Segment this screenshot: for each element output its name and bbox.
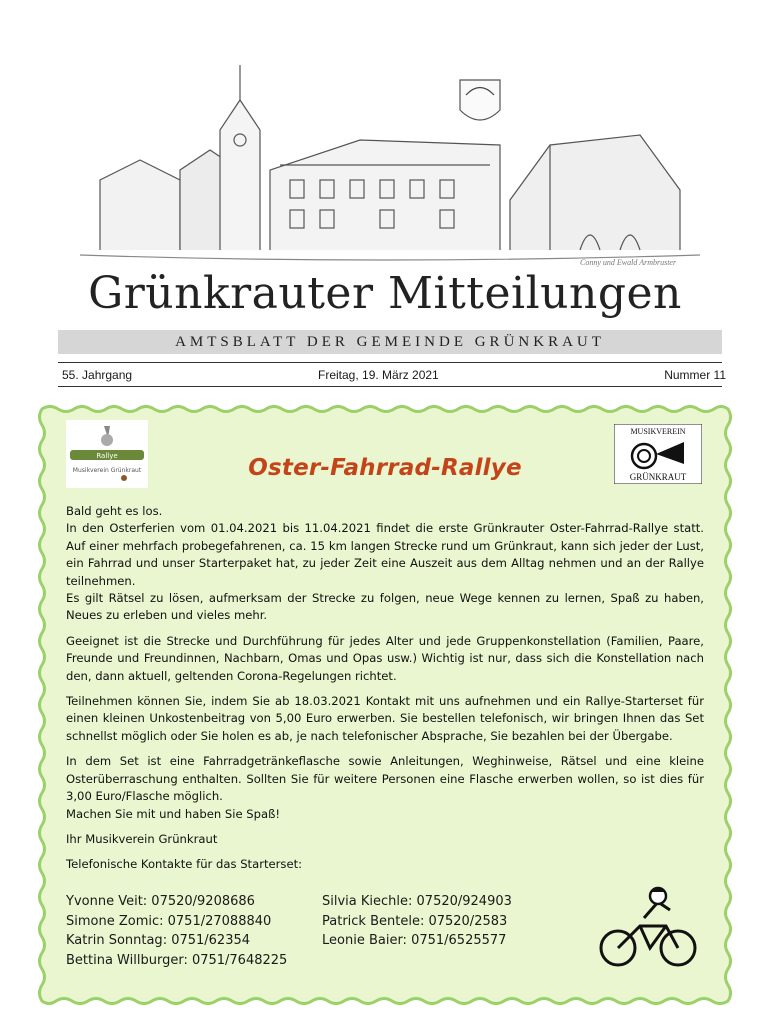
issue-number: Nummer 11 xyxy=(664,368,726,382)
divider xyxy=(58,362,722,363)
contact-item: Katrin Sonntag: 0751/62354 xyxy=(66,933,251,948)
paragraph-1: Bald geht es los. In den Osterferien vom 01.04.2021 bis 11.04.2021 findet die erste Grünkrauter Oster-Fahrrad-Rallye statt. Auf einer mehrfach probegefahrenen, ca. 15 km langen Strecke rund um Grünkraut, kann sich jeder der Lust, ein Fahrrad und unser Starterpaket hat, zu jeder Zeit eine Auszeit aus dem Alltag nehmen und an der Rallye teilnehmen. Es gilt Rätsel zu lösen, aufmerksam der Strecke zu folgen, neue Wege kennen zu lernen, Spaß zu haben, Neues zu erleben und vieles mehr. xyxy=(66,504,704,623)
contact-item: Patrick Bentele: 07520/2583 xyxy=(322,913,508,929)
contact-item: Leonie Baier: 0751/6525577 xyxy=(322,933,507,948)
rallye-logo-subtext: Musikverein Grünkraut xyxy=(72,467,142,474)
contact-item: Bettina Willburger: 0751/7648225 xyxy=(66,952,288,968)
divider xyxy=(58,386,722,387)
signature-line: Ihr Musikverein Grünkraut xyxy=(66,831,218,846)
article-headline: Oster-Fahrrad-Rallye xyxy=(248,455,522,481)
artist-signature: Conny und Ewald Armbruster xyxy=(580,258,677,267)
contact-item: Yvonne Veit: 07520/9208686 xyxy=(66,894,255,909)
contacts-heading: Telefonische Kontakte für das Starterset: xyxy=(66,857,303,872)
rallye-logo-text: Rallye xyxy=(96,452,118,460)
contacts-list-right xyxy=(322,892,512,951)
date-label: Freitag, 19. März 2021 xyxy=(318,368,439,382)
contact-item: Simone Zomic: 0751/27088840 xyxy=(66,913,272,929)
paragraph-2: Geeignet ist die Strecke und Durchführung für jedes Alter und jede Gruppenkonstellation (Familien, Paare, Freunde und Freundinnen, Nachbarn, Omas und Opas usw.) Wichtig ist nur, dass sich die Konstellation nach den, dann aktuell, geltenden Corona-Regelungen richtet. xyxy=(66,633,704,683)
article-body xyxy=(66,503,704,882)
contact-item: Silvia Kiechle: 07520/924903 xyxy=(322,894,512,909)
musikverein-logo-bottom: GRÜNKRAUT xyxy=(629,472,687,482)
musikverein-logo-top: MUSIKVEREIN xyxy=(630,427,686,436)
masthead-subtitle: AMTSBLATT DER GEMEINDE GRÜNKRAUT xyxy=(58,330,722,354)
paragraph-3: Teilnehmen können Sie, indem Sie ab 18.03.2021 Kontakt mit uns aufnehmen und ein Rallye-Starterset für einen kleinen Unkostenbeitrag von 5,00 Euro erwerben. Sie bestellen telefonisch, wir bringen Ihnen das Set schnellst möglich oder Sie holen es ab, je nach telefonischer Absprache, Sie bezahlen bei der Übergabe. xyxy=(66,694,704,743)
page-title: Grünkrauter Mitteilungen xyxy=(88,268,682,319)
cyclist-icon xyxy=(596,882,700,970)
contacts-list-left xyxy=(66,892,287,970)
village-illustration xyxy=(80,60,700,280)
paragraph-4: In dem Set ist eine Fahrradgetränkeflasche sowie Anleitungen, Weghinweise, Rätsel und eine kleine Osterüberraschung enthalten. Sollten Sie für weitere Personen eine Flasche erwerben wollen, so ist dies für 3,00 Euro/Flasche möglich. Machen Sie mit und haben Sie Spaß! xyxy=(66,754,704,821)
volume-label: 55. Jahrgang xyxy=(62,368,133,382)
